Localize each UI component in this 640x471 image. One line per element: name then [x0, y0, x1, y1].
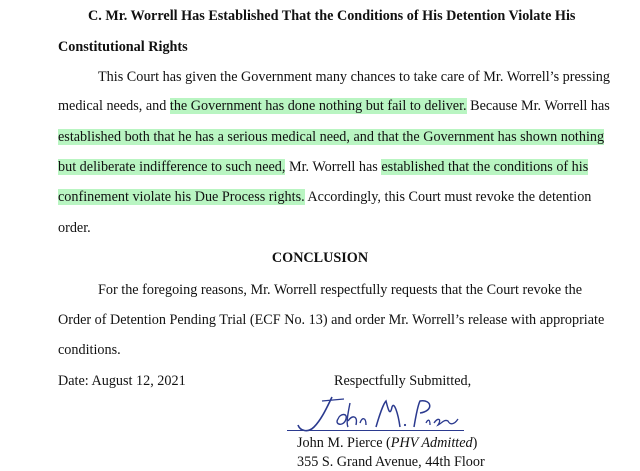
- paragraph-2-line-1: For the foregoing reasons, Mr. Worrell respectfully requests that the Court revoke the: [98, 282, 582, 298]
- paragraph-2-line-3: conditions.: [58, 342, 121, 358]
- conclusion-heading: CONCLUSION: [271, 250, 369, 266]
- text-run: Mr. Worrell has: [285, 159, 382, 175]
- highlighted-text: established both that he has a serious medical need, and that the Government has shown nothing: [58, 129, 605, 145]
- paragraph-2-line-2: Order of Detention Pending Trial (ECF No. 13) and order Mr. Worrell’s release with appropriate: [58, 312, 605, 328]
- paragraph-1-line-5: [58, 188, 592, 206]
- paragraph-1-line-4: [58, 158, 589, 176]
- closing-line: Respectfully Submitted,: [334, 373, 472, 389]
- highlighted-text: established that the conditions of his: [381, 159, 589, 175]
- paragraph-1-line-1: This Court has given the Government many chances to take care of Mr. Worrell’s pressing: [98, 69, 610, 85]
- section-heading-line-1: C. Mr. Worrell Has Established That the Conditions of His Detention Violate His: [88, 8, 576, 24]
- signer-name: John M. Pierce (: [297, 435, 391, 451]
- highlighted-text: the Government has done nothing but fail to deliver.: [169, 98, 467, 114]
- text-run: medical needs, and: [58, 98, 170, 114]
- paragraph-1-line-3: [58, 128, 605, 146]
- highlighted-text: but deliberate indifference to such need,: [58, 159, 286, 175]
- paragraph-1-line-6: order.: [58, 220, 91, 236]
- signer-address: 355 S. Grand Avenue, 44th Floor: [297, 454, 485, 470]
- signer-admission: PHV Admitted: [390, 435, 473, 451]
- close-paren: ): [472, 435, 478, 451]
- signature-line: [287, 430, 464, 431]
- text-run: Because Mr. Worrell has: [466, 98, 610, 114]
- date-line: Date: August 12, 2021: [58, 373, 186, 389]
- highlighted-text: confinement violate his Due Process rights.: [58, 189, 305, 205]
- paragraph-1-line-2: [58, 97, 610, 115]
- section-heading-line-2: Constitutional Rights: [58, 39, 188, 55]
- text-run: Accordingly, this Court must revoke the detention: [304, 189, 592, 205]
- signer-name-line: [297, 434, 477, 452]
